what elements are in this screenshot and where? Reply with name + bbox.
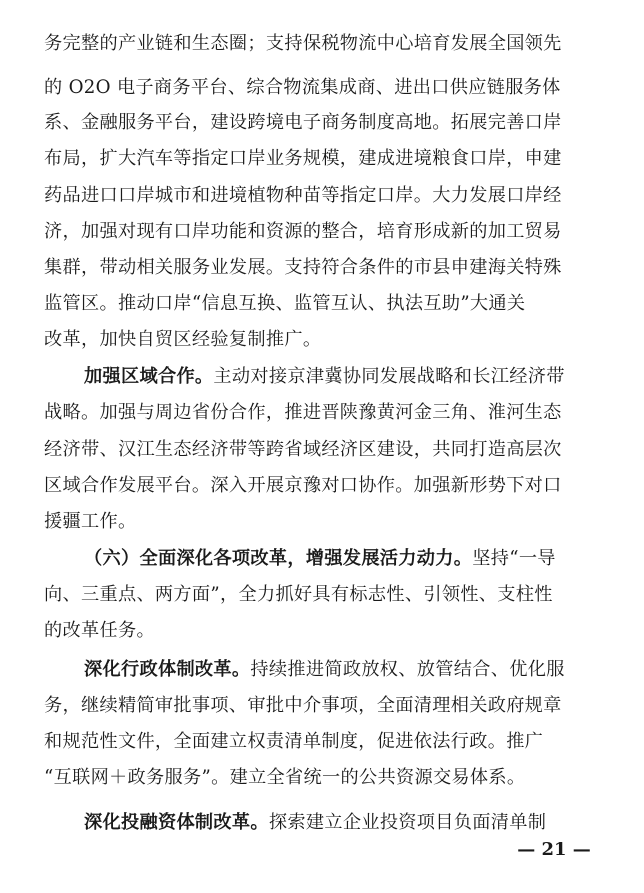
text-line: 经济带、汉江生态经济带等跨省域经济区建设，共同打造高层次 xyxy=(44,439,562,460)
section-heading: 深化行政体制改革。 xyxy=(84,659,251,680)
paragraph-first-line xyxy=(84,546,600,572)
text-line: 战略。加强与周边省份合作，推进晋陕豫黄河金三角、淮河生态 xyxy=(44,402,562,423)
text-line: 区域合作发展平台。深入开展京豫对口协作。加强新形势下对口 xyxy=(44,475,562,496)
paragraph-first-line xyxy=(84,810,600,836)
section-heading: （六）全面深化各项改革，增强发展活力动力。 xyxy=(84,548,473,569)
text-run: 主动对接京津冀协同发展战略和长江经济带 xyxy=(213,366,565,387)
text-line: 药品进口口岸城市和进境植物种苗等指定口岸。大力发展口岸经 xyxy=(44,185,562,206)
text-run: 坚持“一导 xyxy=(472,548,556,569)
paragraph-first-line xyxy=(84,657,600,683)
text-line: 的 O2O 电子商务平台、综合物流集成商、进出口供应链服务体 xyxy=(44,77,561,98)
text-line: 援疆工作。 xyxy=(44,511,137,532)
text-line: 系、金融服务平台，建设跨境电子商务制度高地。拓展完善口岸 xyxy=(44,112,562,133)
text-line: 务完整的产业链和生态圈；支持保税物流中心培育发展全国领先 xyxy=(44,33,562,54)
text-line: 监管区。推动口岸“信息互换、监管互认、执法互助”大通关 xyxy=(44,293,526,314)
paragraph-first-line xyxy=(84,364,600,390)
text-run: 探索建立企业投资项目负面清单制 xyxy=(268,812,547,833)
text-line: 和规范性文件，全面建立权责清单制度，促进依法行政。推广 xyxy=(44,731,544,752)
text-line: 务，继续精简审批事项、审批中介事项，全面清理相关政府规章 xyxy=(44,695,562,716)
text-line: 布局，扩大汽车等指定口岸业务规模，建成进境粮食口岸，申建 xyxy=(44,148,562,169)
page-number: — 21 — xyxy=(517,839,591,860)
text-line: 向、三重点、两方面”，全力抓好具有标志性、引领性、支柱性 xyxy=(44,584,553,605)
text-run: 持续推进简政放权、放管结合、优化服 xyxy=(250,659,565,680)
text-line: 的改革任务。 xyxy=(44,620,155,641)
text-line: 集群，带动相关服务业发展。支持符合条件的市县申建海关特殊 xyxy=(44,257,562,278)
text-line: “互联网＋政务服务”。建立全省统一的公共资源交易体系。 xyxy=(44,767,526,788)
section-heading: 深化投融资体制改革。 xyxy=(84,812,269,833)
text-line: 济，加强对现有口岸功能和资源的整合，培育形成新的加工贸易 xyxy=(44,221,562,242)
section-heading: 加强区域合作。 xyxy=(84,366,214,387)
text-line: 改革，加快自贸区经验复制推广。 xyxy=(44,329,322,350)
